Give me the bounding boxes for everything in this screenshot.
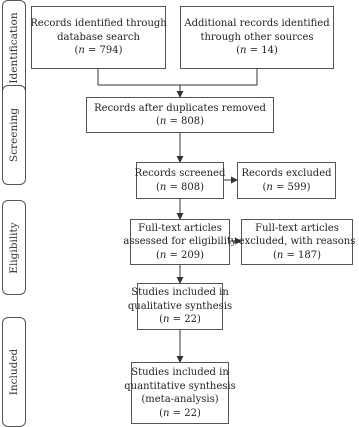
box-fulltext-excluded: [238, 219, 356, 265]
box-fulltext-assessed-count: (n = 209): [155, 249, 205, 261]
box-other-sources-line1: Additional records identified: [184, 18, 330, 30]
box-database-search: [31, 6, 166, 69]
box-fulltext-assessed-line2: assessed for eligibility: [123, 236, 237, 248]
box-qualitative-line1: Studies included in: [131, 287, 229, 299]
box-other-sources-line2: through other sources: [200, 31, 314, 43]
box-records-excluded-count: (n = 599): [262, 181, 311, 193]
box-other-sources-count: (n = 14): [236, 45, 278, 57]
box-quantitative-line2: quantitative synthesis: [124, 380, 236, 392]
box-after-duplicates-line1: Records after duplicates removed: [94, 102, 266, 114]
box-quantitative-line3: (meta-analysis): [141, 394, 219, 405]
box-qualitative-line2: qualitative synthesis: [127, 300, 233, 312]
box-database-search-line1: Records identified through: [30, 18, 167, 30]
box-records-excluded: [237, 162, 336, 199]
box-quantitative-count: (n = 22): [159, 407, 201, 419]
box-after-duplicates-count: (n = 808): [155, 116, 205, 127]
box-qualitative-count: (n = 22): [159, 314, 201, 326]
box-fulltext-excluded-line2: excluded, with reasons: [238, 236, 356, 248]
box-quantitative-synthesis: [124, 362, 236, 424]
phase-included: [2, 317, 26, 427]
box-records-screened-line1: Records screened: [134, 168, 226, 179]
phase-identification: [2, 0, 26, 96]
box-qualitative-synthesis: [127, 283, 233, 330]
box-fulltext-assessed: [123, 219, 237, 265]
box-records-excluded-line1: Records excluded: [241, 168, 332, 179]
phase-eligibility-label: Eligibility: [8, 221, 20, 274]
box-other-sources: [180, 6, 334, 69]
box-records-screened-count: (n = 808): [155, 181, 205, 193]
phase-screening: [2, 85, 26, 185]
box-database-search-line2: database search: [57, 31, 140, 43]
box-fulltext-excluded-line1: Full-text articles: [255, 222, 339, 234]
box-records-screened: [136, 162, 224, 199]
phase-identification-label: Identification: [8, 12, 20, 84]
box-quantitative-line1: Studies included in: [131, 367, 229, 378]
phase-screening-label: Screening: [8, 107, 20, 163]
box-fulltext-assessed-line1: Full-text articles: [138, 222, 222, 234]
box-after-duplicates: [86, 97, 274, 133]
box-database-search-count: (n = 794): [74, 45, 123, 57]
phase-included-label: Included: [8, 348, 20, 396]
box-fulltext-excluded-count: (n = 187): [272, 249, 322, 261]
phase-eligibility: [2, 200, 26, 295]
